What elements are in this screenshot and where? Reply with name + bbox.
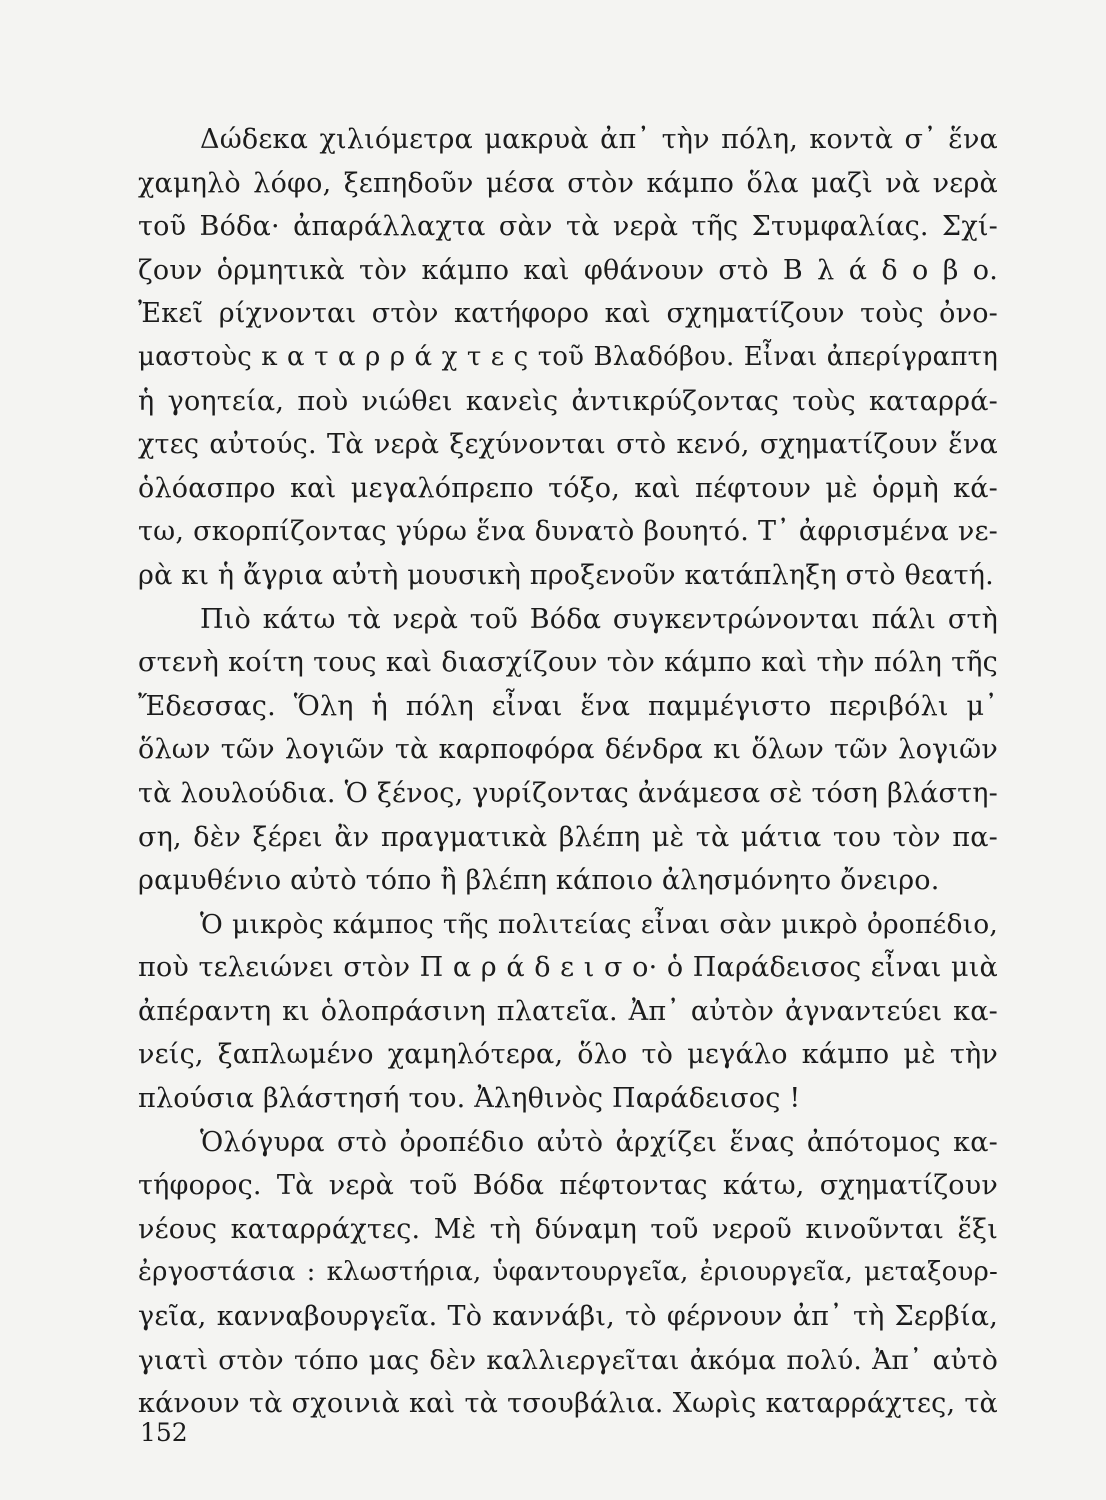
text-line: ἀπέραντη κι ὁλοπράσινη πλατεῖα. Ἀπ᾽ αὐτὸν ἀγναντεύει κα- [138, 995, 998, 1027]
text-line: Πιὸ κάτω τὰ νερὰ τοῦ Βόδα συγκεντρώνονται πάλι στὴ [200, 603, 998, 635]
text-line: τήφορος. Τὰ νερὰ τοῦ Βόδα πέφτοντας κάτω, σχηματίζουν [138, 1170, 998, 1202]
text-line: ὅλων τῶν λογιῶν τὰ καρποφόρα δένδρα κι ὅλων τῶν λογιῶν [138, 734, 998, 766]
text-line: ὁλόασπρο καὶ μεγαλόπρεπο τόξο, καὶ πέφτουν μὲ ὁρμὴ κά- [138, 472, 998, 504]
text-line: νέους καταρράχτες. Μὲ τὴ δύναμη τοῦ νεροῦ κινοῦνται ἕξι [138, 1213, 998, 1245]
text-line: γιατὶ στὸν τόπο μας δὲν καλλιεργεῖται ἀκόμα πολύ. Ἀπ᾽ αὐτὸ [138, 1344, 998, 1376]
text-line: κάνουν τὰ σχοινιὰ καὶ τὰ τσουβάλια. Χωρὶς καταρράχτες, τὰ [138, 1388, 998, 1420]
text-line: νείς, ξαπλωμένο χαμηλότερα, ὅλο τὸ μεγάλο κάμπο μὲ τὴν [138, 1039, 998, 1071]
text-line: τὰ λουλούδια. Ὁ ξένος, γυρίζοντας ἀνάμεσα σὲ τόση βλάστη- [138, 777, 998, 809]
text-line: ρὰ κι ἡ ἄγρια αὐτὴ μουσικὴ προξενοῦν κατάπληξη στὸ θεατή. [138, 559, 994, 591]
text-line: Ἐκεῖ ρίχνονται στὸν κατήφορο καὶ σχηματίζουν τοὺς ὀνο- [138, 298, 998, 330]
text-line: ση, δὲν ξέρει ἂν πραγματικὰ βλέπη μὲ τὰ μάτια του τὸν πα- [138, 821, 998, 853]
text-line: ἐργοστάσια : κλωστήρια, ὑφαντουργεῖα, ἐριουργεῖα, μεταξουρ- [138, 1257, 998, 1288]
text-line: Ὁ μικρὸς κάμπος τῆς πολιτείας εἶναι σὰν μικρὸ ὀροπέδιο, [200, 908, 998, 940]
text-line: στενὴ κοίτη τους καὶ διασχίζουν τὸν κάμπο καὶ τὴν πόλη τῆς [138, 647, 998, 679]
text-line: Δώδεκα χιλιόμετρα μακρυὰ ἀπ᾽ τὴν πόλη, κοντὰ σ᾽ ἕνα [200, 124, 998, 155]
text-line: ραμυθένιο αὐτὸ τόπο ἢ βλέπη κάποιο ἀλησμόνητο ὄνειρο. [138, 865, 940, 897]
text-line: γεῖα, κανναβουργεῖα. Τὸ καννάβι, τὸ φέρνουν ἀπ᾽ τὴ Σερβία, [138, 1301, 998, 1333]
text-line: χτες αὐτούς. Τὰ νερὰ ξεχύνονται στὸ κενό, σχηματίζουν ἕνα [138, 429, 998, 461]
text-line: μαστοὺς κ α τ α ρ ρ ά χ τ ε ς τοῦ Βλαδόβου. Εἶναι ἀπερίγραπτη [138, 341, 998, 372]
text-line: Ἔδεσσας. Ὅλη ἡ πόλη εἶναι ἕνα παμμέγιστο περιβόλι μ᾽ [138, 690, 998, 722]
page-number: 152 [140, 1418, 188, 1447]
text-line: ποὺ τελειώνει στὸν Π α ρ ά δ ε ι σ ο· ὁ Παράδεισος εἶναι μιὰ [138, 952, 998, 984]
text-line: πλούσια βλάστησή του. Ἀληθινὸς Παράδεισος ! [138, 1083, 801, 1115]
text-line: ἡ γοητεία, ποὺ νιώθει κανεὶς ἀντικρύζοντας τοὺς καταρρά- [138, 385, 998, 417]
text-line: χαμηλὸ λόφο, ξεπηδοῦν μέσα στὸν κάμπο ὅλα μαζὶ νὰ νερὰ [138, 167, 998, 199]
text-line: τοῦ Βόδα· ἀπαράλλαχτα σὰν τὰ νερὰ τῆς Στυμφαλίας. Σχί- [138, 211, 998, 243]
text-line: ζουν ὁρμητικὰ τὸν κάμπο καὶ φθάνουν στὸ Β λ ά δ ο β ο. [138, 254, 998, 286]
body-text [138, 118, 998, 1426]
text-line: τω, σκορπίζοντας γύρω ἕνα δυνατὸ βουητό. Τ᾽ ἀφρισμένα νε- [138, 516, 998, 548]
text-line: Ὁλόγυρα στὸ ὀροπέδιο αὐτὸ ἀρχίζει ἕνας ἀπότομος κα- [200, 1126, 998, 1158]
